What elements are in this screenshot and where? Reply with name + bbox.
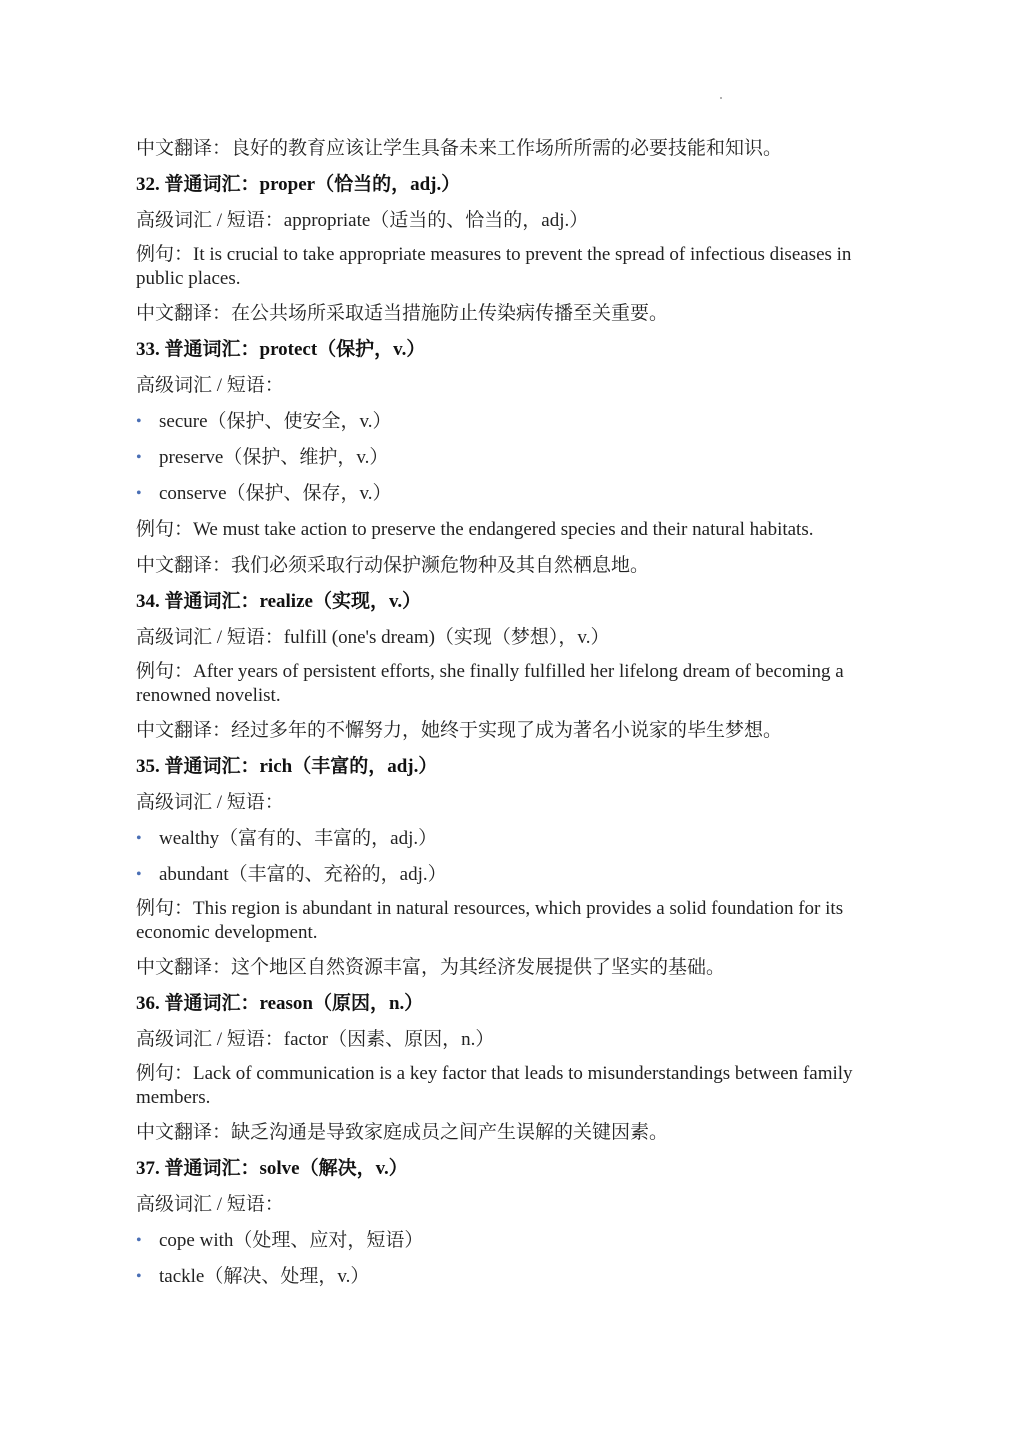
advanced-vocab-line: 高级词汇 / 短语：	[136, 1194, 284, 1215]
translation-line: 中文翻译：这个地区自然资源丰富，为其经济发展提供了坚实的基础。	[136, 957, 726, 978]
example-sentence: 例句：After years of persistent efforts, she finally fulfilled her lifelong dream of becoming a renowned novelist.	[136, 661, 844, 706]
entry-heading: 34. 普通词汇：realize（实现，v.）	[136, 591, 422, 612]
list-item	[136, 861, 896, 888]
translation-line: 中文翻译：经过多年的不懈努力，她终于实现了成为著名小说家的毕生梦想。	[136, 720, 783, 741]
example-sentence: 例句：It is crucial to take appropriate measures to prevent the spread of infectious diseases in public places.	[136, 244, 852, 289]
translation-line: 中文翻译：我们必须采取行动保护濒危物种及其自然栖息地。	[136, 555, 650, 576]
bullet-icon: •	[136, 866, 142, 883]
list-item	[136, 1227, 896, 1254]
bullet-icon: •	[136, 413, 142, 430]
bullet-icon: •	[136, 830, 142, 847]
bullet-icon: •	[136, 449, 142, 466]
advanced-vocab-line: 高级词汇 / 短语：appropriate（适当的、恰当的，adj.）	[136, 210, 589, 231]
entry-heading: 37. 普通词汇：solve（解决，v.）	[136, 1158, 408, 1179]
list-item	[136, 408, 896, 435]
list-item-text: tackle（解决、处理，v.）	[159, 1266, 370, 1287]
translation-line: 中文翻译：在公共场所采取适当措施防止传染病传播至关重要。	[136, 303, 669, 324]
translation-line: 中文翻译：良好的教育应该让学生具备未来工作场所所需的必要技能和知识。	[136, 138, 783, 159]
vocabulary-page	[136, 135, 896, 1299]
entry-heading: 35. 普通词汇：rich（丰富的，adj.）	[136, 756, 438, 777]
list-item-text: cope with（处理、应对，短语）	[159, 1230, 424, 1251]
stray-dot	[720, 97, 722, 99]
entry-heading: 33. 普通词汇：protect（保护，v.）	[136, 339, 426, 360]
bullet-icon: •	[136, 485, 142, 502]
example-sentence: 例句：We must take action to preserve the endangered species and their natural habitats.	[136, 519, 814, 540]
example-sentence: 例句：This region is abundant in natural resources, which provides a solid foundation for its economic development.	[136, 898, 844, 943]
list-item	[136, 444, 896, 471]
advanced-vocab-line: 高级词汇 / 短语：fulfill (one's dream)（实现（梦想），v.）	[136, 627, 610, 648]
translation-line: 中文翻译：缺乏沟通是导致家庭成员之间产生误解的关键因素。	[136, 1122, 669, 1143]
list-item-text: preserve（保护、维护，v.）	[159, 447, 389, 468]
list-item	[136, 480, 896, 507]
entry-heading: 36. 普通词汇：reason（原因，n.）	[136, 993, 424, 1014]
advanced-vocab-line: 高级词汇 / 短语：factor（因素、原因，n.）	[136, 1029, 495, 1050]
advanced-vocab-line: 高级词汇 / 短语：	[136, 375, 284, 396]
list-item-text: secure（保护、使安全，v.）	[159, 411, 392, 432]
list-item	[136, 1263, 896, 1290]
bullet-icon: •	[136, 1268, 142, 1285]
list-item-text: wealthy（富有的、丰富的，adj.）	[159, 828, 438, 849]
advanced-vocab-line: 高级词汇 / 短语：	[136, 792, 284, 813]
entry-heading: 32. 普通词汇：proper（恰当的，adj.）	[136, 174, 461, 195]
list-item	[136, 825, 896, 852]
list-item-text: conserve（保护、保存，v.）	[159, 483, 392, 504]
bullet-icon: •	[136, 1232, 142, 1249]
example-sentence: 例句：Lack of communication is a key factor that leads to misunderstandings between family members.	[136, 1063, 853, 1108]
list-item-text: abundant（丰富的、充裕的，adj.）	[159, 864, 447, 885]
